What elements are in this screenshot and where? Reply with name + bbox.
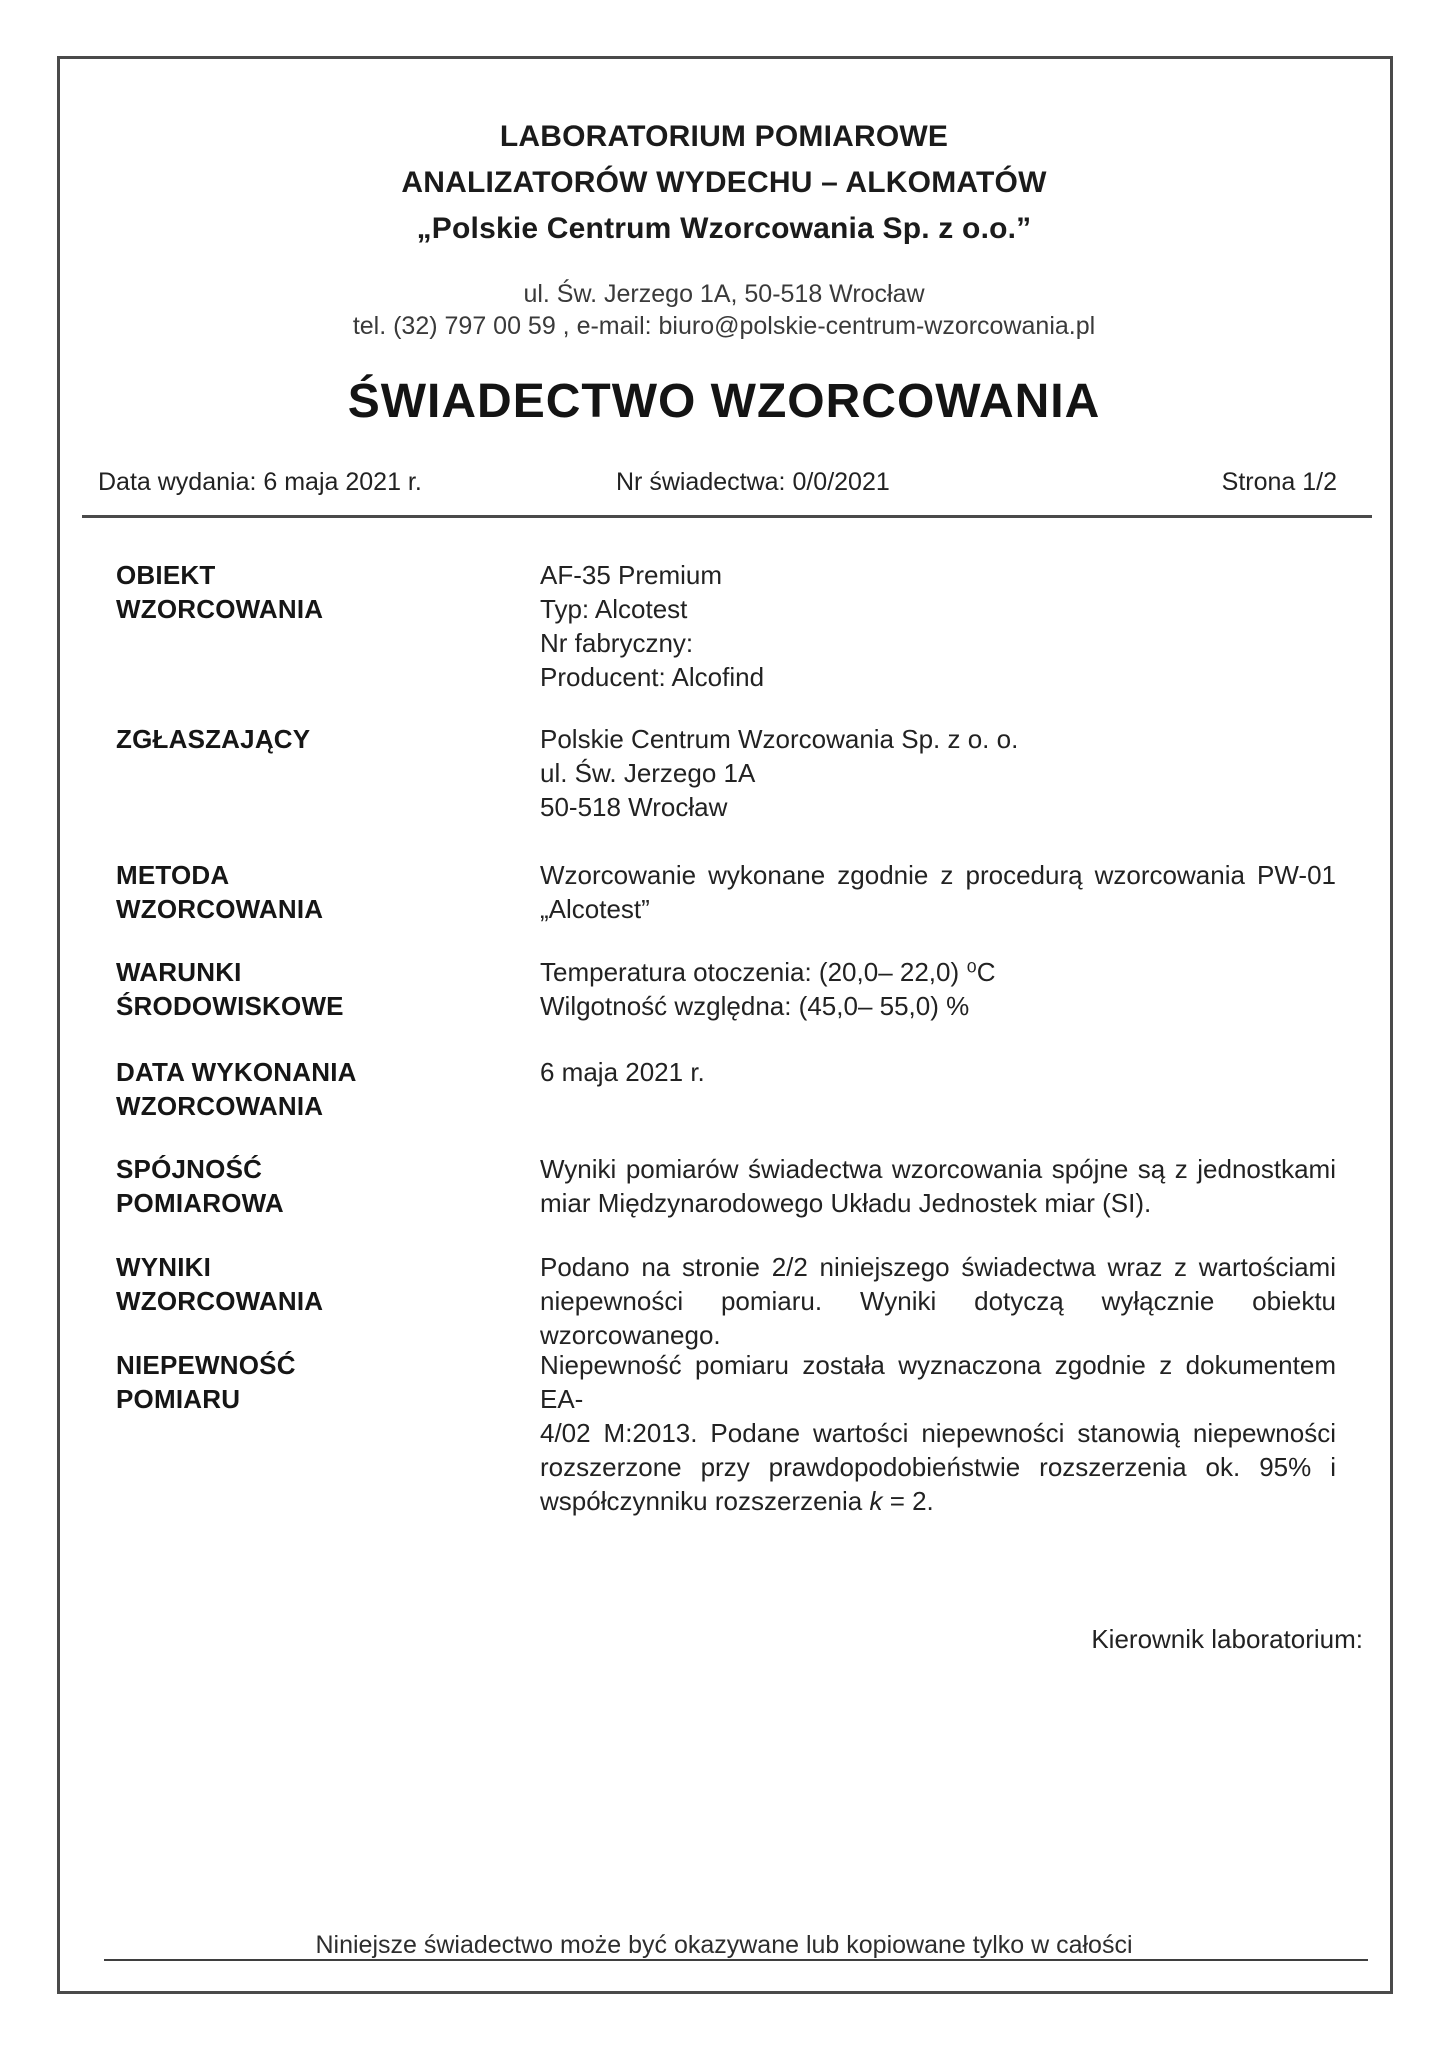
document-title: ŚWIADECTWO WZORCOWANIA (347, 375, 1101, 428)
value-line: 50-518 Wrocław (540, 792, 728, 822)
page-number: Strona 1/2 (1221, 468, 1337, 496)
label-line: WZORCOWANIA (116, 1286, 324, 1316)
meta-row (0, 468, 1448, 498)
section-value (540, 955, 1336, 1023)
lab-name-line2: ANALIZATORÓW WYDECHU – ALKOMATÓW (401, 166, 1047, 199)
value-text: współczynniku rozszerzenia (540, 1486, 870, 1516)
label-line: SPÓJNOŚĆ (116, 1154, 263, 1184)
value-line: Temperatura otoczenia: (20,0– 22,0) ⁰C (540, 957, 996, 987)
section-label (116, 1152, 540, 1220)
section-value (540, 722, 1336, 824)
lab-contact: tel. (32) 797 00 59 , e-mail: biuro@polskie-centrum-wzorcowania.pl (352, 312, 1096, 340)
value-line: Podano na stronie 2/2 niniejszego świadectwa wraz z wartościami (540, 1252, 1336, 1282)
label-line: OBIEKT (116, 560, 216, 590)
section-value (540, 558, 1336, 694)
section-label (116, 722, 540, 756)
value-line: Wzorcowanie wykonane zgodnie z procedurą wzorcowania PW-01 (540, 860, 1336, 890)
section-value (540, 1348, 1336, 1518)
lab-name-line3: „Polskie Centrum Wzorcowania Sp. z o.o.” (416, 212, 1032, 245)
label-line: POMIARU (116, 1384, 241, 1414)
label-line: WYNIKI (116, 1252, 212, 1282)
value-line: Typ: Alcotest (540, 594, 688, 624)
value-line: rozszerzone przy prawdopodobieństwie rozszerzenia ok. 95% i (540, 1452, 1336, 1482)
value-line: ul. Św. Jerzego 1A (540, 758, 756, 788)
value-line: AF-35 Premium (540, 560, 723, 590)
section-wyniki-wzorcowania (116, 1250, 1336, 1352)
label-line: WZORCOWANIA (116, 1091, 324, 1121)
value-line: Wilgotność względna: (45,0– 55,0) % (540, 991, 970, 1021)
section-label (116, 558, 540, 626)
value-line: Producent: Alcofind (540, 662, 765, 692)
page-border-frame (57, 56, 1393, 1994)
value-line: „Alcotest” (540, 894, 650, 924)
section-data-wykonania (116, 1055, 1336, 1123)
label-line: ZGŁASZAJĄCY (116, 724, 311, 754)
value-line: 6 maja 2021 r. (540, 1057, 705, 1087)
section-label (116, 1250, 540, 1318)
section-warunki-srodowiskowe (116, 955, 1336, 1023)
label-line: WZORCOWANIA (116, 894, 324, 924)
section-value (540, 1250, 1336, 1352)
section-label (116, 858, 540, 926)
footer-notice: Niniejsze świadectwo może być okazywane lub kopiowane tylko w całości (315, 1931, 1133, 1959)
footer-rule (104, 1959, 1368, 1961)
section-label (116, 1055, 540, 1123)
section-metoda-wzorcowania (116, 858, 1336, 926)
section-label (116, 955, 540, 1023)
issue-date: Data wydania: 6 maja 2021 r. (98, 468, 422, 496)
value-line: miar Międzynarodowego Układu Jednostek miar (SI). (540, 1188, 1152, 1218)
label-line: METODA (116, 860, 230, 890)
coverage-factor-k: k (869, 1486, 883, 1516)
lab-address: ul. Św. Jerzego 1A, 50-518 Wrocław (523, 280, 925, 308)
signature-label: Kierownik laboratorium: (1091, 1624, 1363, 1654)
value-line: 4/02 M:2013. Podane wartości niepewności stanowią niepewności (540, 1418, 1336, 1448)
label-line: WZORCOWANIA (116, 594, 324, 624)
section-spojnosc-pomiarowa (116, 1152, 1336, 1220)
value-text: = 2. (882, 1486, 934, 1516)
value-line: niepewności pomiaru. Wyniki dotyczą wyłącznie obiektu wzorcowanego. (540, 1286, 1336, 1350)
section-obiekt-wzorcowania (116, 558, 1336, 694)
section-value (540, 1055, 1336, 1089)
section-value (540, 1152, 1336, 1220)
value-line: Nr fabryczny: (540, 628, 694, 658)
label-line: WARUNKI (116, 957, 242, 987)
section-label (116, 1348, 540, 1416)
certificate-number: Nr świadectwa: 0/0/2021 (616, 468, 890, 496)
label-line: NIEPEWNOŚĆ (116, 1350, 296, 1380)
value-line: Wyniki pomiarów świadectwa wzorcowania spójne są z jednostkami (540, 1154, 1336, 1184)
lab-name-line1: LABORATORIUM POMIAROWE (499, 120, 949, 153)
label-line: DATA WYKONANIA (116, 1057, 357, 1087)
value-line: Polskie Centrum Wzorcowania Sp. z o. o. (540, 724, 1019, 754)
label-line: ŚRODOWISKOWE (116, 991, 344, 1021)
value-line: Niepewność pomiaru została wyznaczona zgodnie z dokumentem EA- (540, 1350, 1336, 1414)
section-niepewnosc-pomiaru (116, 1348, 1336, 1518)
value-line (540, 1484, 1336, 1518)
label-line: POMIAROWA (116, 1188, 284, 1218)
section-value (540, 858, 1336, 926)
header-divider-rule (82, 515, 1372, 518)
section-zglaszajacy (116, 722, 1336, 824)
